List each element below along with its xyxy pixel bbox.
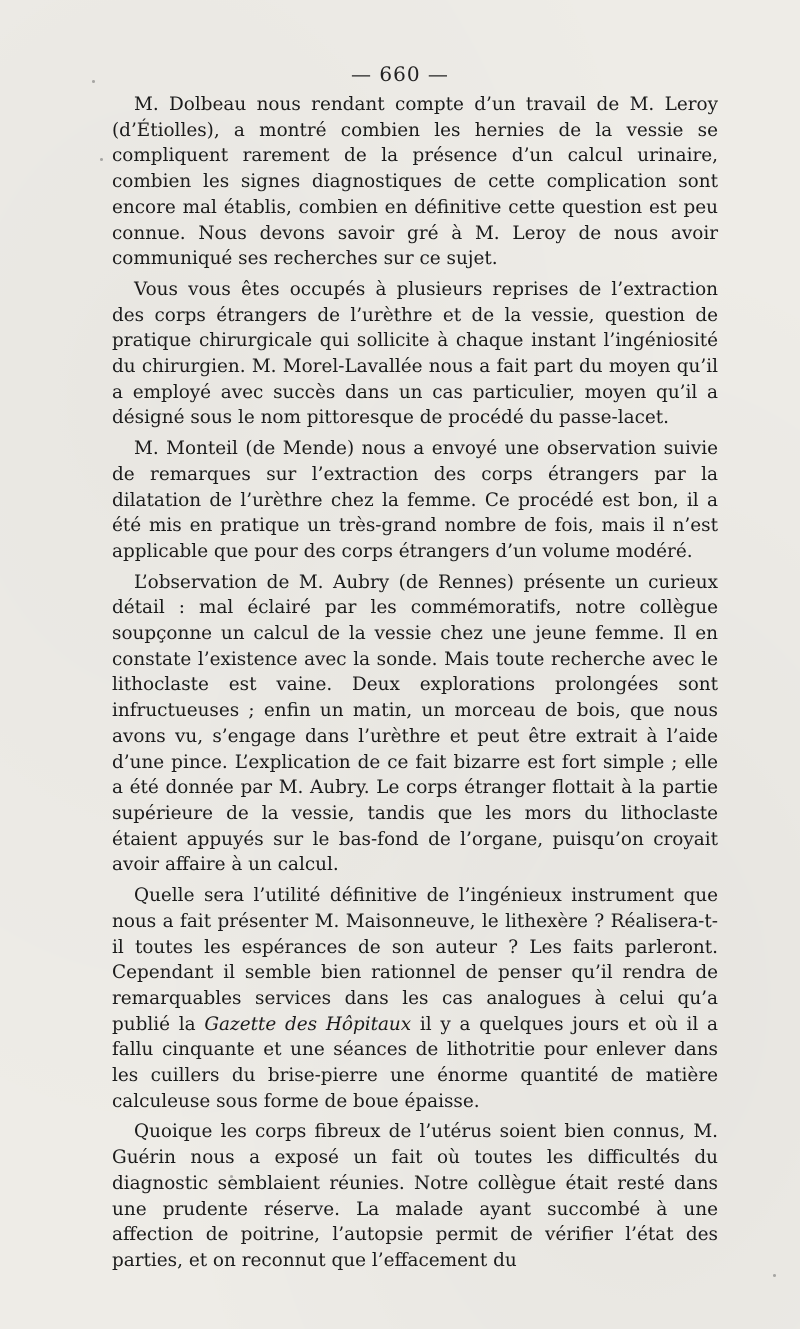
lithexere-text-before: Quelle sera l’utilité définitive de l’ingénieux instrument que nous a fait présenter M. Maisonneuve, le lithexère ? Réalisera-t-il toutes les espérances de son auteur ? Les faits parleront. Cependant il semble bien rationnel de penser qu’il rendra de remarquables services dans les cas analogues à celui qu’a publié la [112,885,718,1035]
paper-speck [773,1274,776,1277]
paper-speck [230,1175,233,1178]
paragraph-foreign-bodies: Vous vous êtes occupés à plusieurs reprises de l’extraction des corps étrangers de l’urèthre et de la vessie, question de pratique chirurgicale qui sollicite à chaque instant l’ingéniosité du chirurgien. M. Morel-Lavallée nous a fait part du moyen qu’il a employé avec succès dans un cas particulier, moyen qu’il a désigné sous le nom pittoresque de procédé du passe-lacet. [112,278,718,429]
lithexere-text-after: il y a quelques jours et où il a fallu cinquante et une séances de lithotritie pour enlever dans les cuillers du brise-pierre une énorme quantité de matière calculeuse sous forme de boue épaisse. [112,1013,718,1112]
paragraph-lithexere [112,883,718,1114]
page-number: — 660 — [351,62,449,86]
journal-title: Gazette des Hôpitaux [204,1013,412,1035]
paragraph-aubry: L’observation de M. Aubry (de Rennes) présente un curieux détail : mal éclairé par les commémoratifs, notre collègue soupçonne un calcul de la vessie chez une jeune femme. Il en constate l’existence avec la sonde. Mais toute recherche avec le lithoclaste est vaine. Deux explorations prolongées sont infructueuses ; enfin un matin, un morceau de bois, que nous avons vu, s’engage dans l’urèthre et peut être extrait à l’aide d’une pince. L’explication de ce fait bizarre est fort simple ; elle a été donnée par M. Aubry. Le corps étranger flottait à la partie supérieure de la vessie, tandis que les mors du lithoclaste étaient appuyés sur le bas-fond de l’organe, puisqu’on croyait avoir affaire à un calcul. [112,571,718,876]
paragraph-monteil: M. Monteil (de Mende) nous a envoyé une observation suivie de remarques sur l’extraction des corps étrangers par la dilatation de l’urèthre chez la femme. Ce procédé est bon, il a été mis en pratique un très-grand nombre de fois, mais il n’est applicable que pour des corps étrangers d’un volume modéré. [112,438,718,562]
paper-speck [92,80,95,83]
paper-speck [100,158,103,161]
paragraph-dolbeau: M. Dolbeau nous rendant compte d’un travail de M. Leroy (d’Étiolles), a montré combien les hernies de la vessie se compliquent rarement de la présence d’un calcul urinaire, combien les signes diagnostiques de cette complication sont encore mal établis, combien en définitive cette question est peu connue. Nous devons savoir gré à M. Leroy de nous avoir communiqué ses recherches sur ce sujet. [112,94,718,270]
body-text [112,92,718,1279]
paragraph-guerin: Quoique les corps fibreux de l’utérus soient bien connus, M. Guérin nous a exposé un fait où toutes les difficultés du diagnostic semblaient réunies. Notre collègue était resté dans une prudente réserve. La malade ayant succombé à une affection de poitrine, l’autopsie permit de vérifier l’état des parties, et on reconnut que l’effacement du [112,1121,718,1271]
